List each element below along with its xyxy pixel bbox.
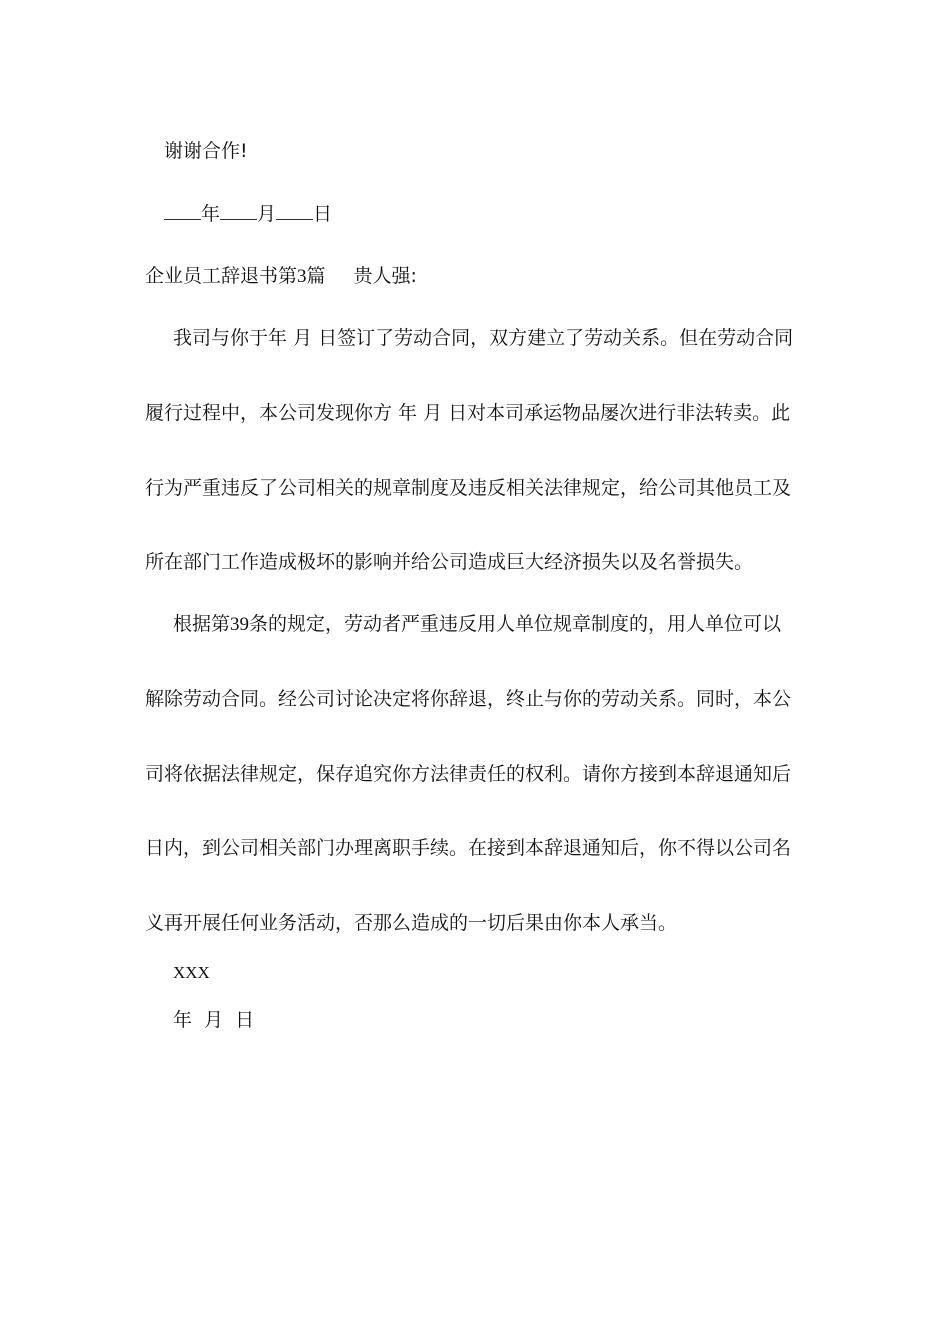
day-blank bbox=[276, 201, 313, 220]
month-blank bbox=[220, 201, 257, 220]
signature-name: XXX bbox=[173, 963, 210, 982]
paragraph-1-line-1: 我司与你于年 月 日签订了劳动合同，双方建立了劳动关系。但在劳动合同 bbox=[173, 327, 794, 349]
month-label: 月 bbox=[257, 203, 277, 225]
closing-thanks bbox=[164, 139, 248, 163]
section-title-suffix: 篇 bbox=[306, 265, 326, 287]
paragraph-1-line-2: 履行过程中，本公司发现你方 年 月 日对本司承运物品屡次进行非法转卖。此 bbox=[145, 402, 791, 424]
day-label: 日 bbox=[313, 203, 333, 225]
paragraph-1-line-3: 行为严重违反了公司相关的规章制度及违反相关法律规定，给公司其他员工及 bbox=[145, 477, 792, 499]
section-title-number: 3 bbox=[297, 266, 307, 287]
paragraph-2-line-1 bbox=[173, 612, 781, 637]
paragraph-2-line-5: 义再开展任何业务活动，否那么造成的一切后果由你本人承当。 bbox=[145, 912, 678, 934]
section-title-prefix: 企业员工辞退书第 bbox=[145, 265, 298, 287]
paragraph-2-line-2: 解除劳动合同。经公司讨论决定将你辞退，终止与你的劳动关系。同时，本公 bbox=[145, 688, 792, 710]
paragraph-1-line-4: 所在部门工作造成极坏的影响并给公司造成巨大经济损失以及名誉损失。 bbox=[145, 551, 754, 573]
p2-suffix: 条的规定，劳动者严重违反用人单位规章制度的，用人单位可以 bbox=[249, 613, 782, 635]
year-label: 年 bbox=[201, 203, 221, 225]
thanks-text: 谢谢合作! bbox=[164, 140, 248, 162]
paragraph-2-line-3: 司将依据法律规定，保存追究你方法律责任的权利。请你方接到本辞退通知后 bbox=[145, 763, 792, 785]
year-blank bbox=[164, 201, 201, 220]
signature-date: 年 月 日 bbox=[173, 1009, 255, 1031]
section-heading bbox=[145, 264, 417, 289]
closing-date bbox=[164, 201, 332, 226]
p2-prefix: 根据第 bbox=[173, 613, 231, 635]
salutation: 贵人强: bbox=[353, 265, 417, 287]
paragraph-2-line-4: 日内，到公司相关部门办理离职手续。在接到本辞退通知后，你不得以公司名 bbox=[145, 837, 792, 859]
p2-article-number: 39 bbox=[230, 614, 250, 635]
